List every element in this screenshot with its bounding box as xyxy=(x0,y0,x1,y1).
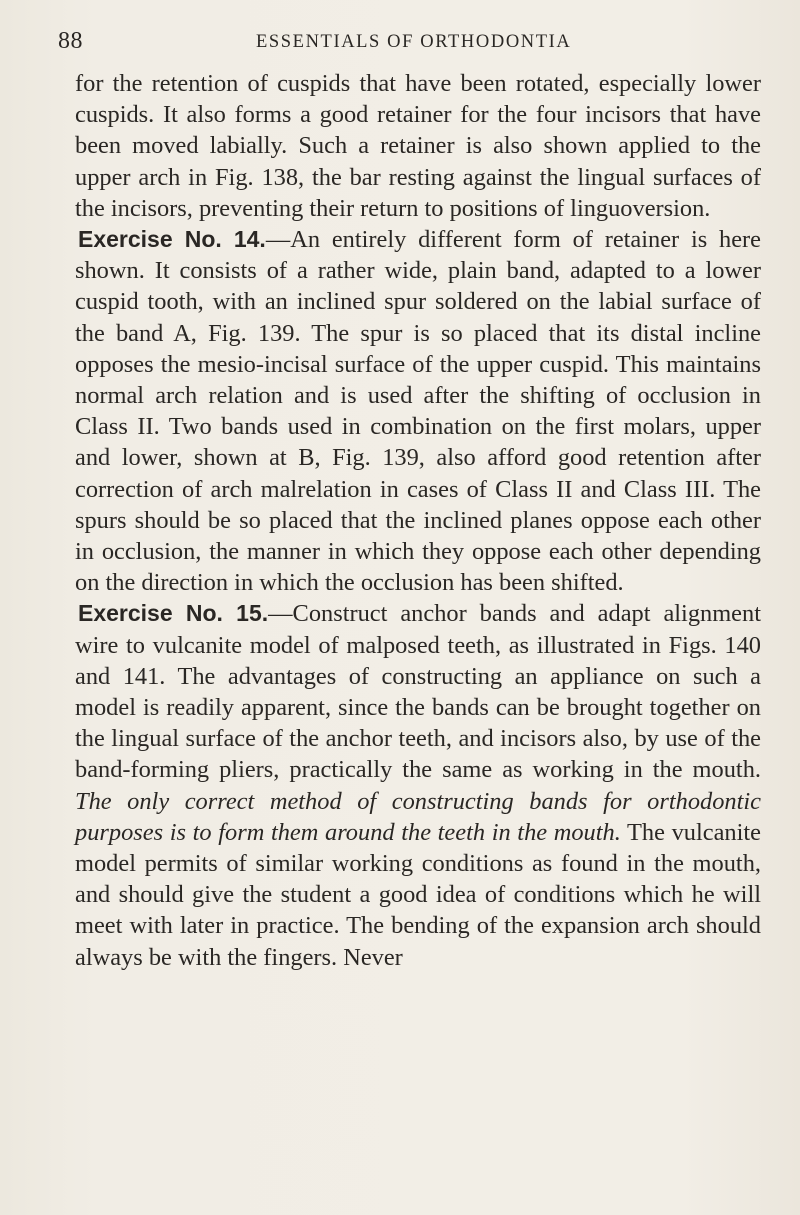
exercise-15-heading: Exercise No. 15. xyxy=(78,600,269,627)
italic-emphasis: The only correct method of constructing bands for orthodontic purposes is to form them around the teeth in the mouth. xyxy=(75,787,761,846)
paragraph-exercise-15 xyxy=(75,598,761,972)
paragraph-text: The vulcanite model permits of similar working conditions as found in the mouth, and should give the student a good idea of conditions which he will meet with later in practice. The bending of the expansion arch should always be with the fingers. Never xyxy=(75,818,761,971)
paragraph-exercise-14 xyxy=(75,224,761,598)
paragraph-text: —An entirely different form of retainer is here shown. It consists of a rather wide, plain band, adapted to a lower cuspid tooth, with an inclined spur soldered on the labial surface of the band A, Fig. 139. The spur is so placed that its distal incline opposes the mesio-incisal surface of the upper cuspid. This maintains normal arch relation and is used after the shifting of occlusion in Class II. Two bands used in combination on the first molars, upper and lower, shown at B, Fig. 139, also afford good retention after correction of arch malrelation in cases of Class II and Class III. The spurs should be so placed that the inclined planes oppose each other in occlusion, the manner in which they oppose each other depending on the direction in which the occlusion has been shifted. xyxy=(75,226,761,597)
exercise-14-heading: Exercise No. 14. xyxy=(78,226,266,253)
paragraph-text: for the retention of cuspids that have been rotated, especially lower cuspids. It also forms a good retainer for the four incisors that have been moved labially. Such a retainer is also shown applied to the upper arch in Fig. 138, the bar resting against the lingual surfaces of the incisors, preventing their return to positions of linguoversion. xyxy=(75,70,761,222)
page-body xyxy=(75,68,761,973)
paragraph-retainer-cuspids xyxy=(75,68,761,224)
paragraph-text: —Construct anchor bands and adapt alignment wire to vulcanite model of malposed teeth, as illustrated in Figs. 140 and 141. The advantages of constructing an appliance on such a model is readily apparent, since the bands can be brought together on the lingual surface of the anchor teeth, and incisors also, by use of the band-forming pliers, practically the same as working in the mouth. xyxy=(75,600,761,784)
page-number: 88 xyxy=(58,28,83,54)
page-header xyxy=(58,28,770,58)
running-title: ESSENTIALS OF ORTHODONTIA xyxy=(256,32,572,52)
